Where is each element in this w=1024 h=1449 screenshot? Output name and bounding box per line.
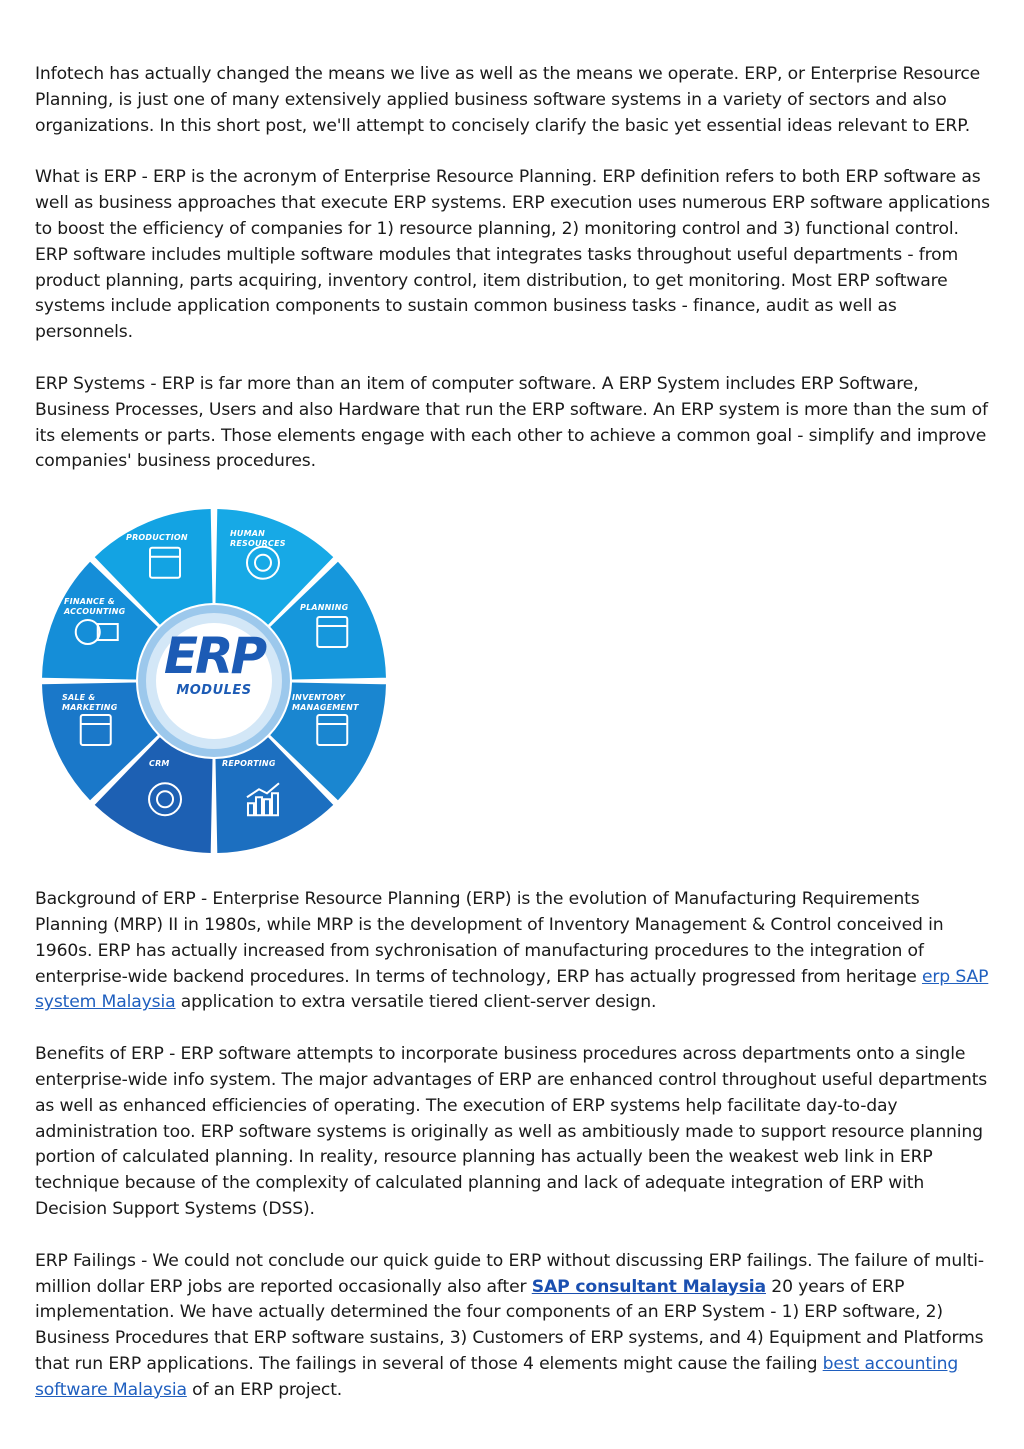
best-accounting-software-link[interactable]: best accounting software Malaysia xyxy=(35,1353,959,1400)
segment-label-crm: CRM xyxy=(149,759,170,769)
segment-label-finance-accounting: FINANCE & ACCOUNTING xyxy=(64,597,126,617)
failings-text-middle: 20 years of ERP implementation. We have actually determined the four components of an ERP System - 1) ERP software, 2) Business Procedures that ERP software sustains, 3) Customers of ERP systems, and 4) Equipment and Platforms that run ERP applications. The failings in several of those 4 elements might cause the failing xyxy=(35,1276,984,1374)
sap-consultant-link[interactable]: SAP consultant Malaysia xyxy=(531,1276,766,1297)
erp-systems-paragraph: ERP Systems - ERP is far more than an item of computer software. A ERP System includes ERP Software, Business Processes, Users and also Hardware that run the ERP software. An ERP system is more than the sum of its elements or parts. Those elements engage with each other to achieve a common goal - simplify and improve companies' business procedures. xyxy=(35,373,988,472)
article-body xyxy=(35,62,995,1404)
what-is-erp-paragraph: What is ERP - ERP is the acronym of Enterprise Resource Planning. ERP definition refers to both ERP software as well as business approaches that execute ERP systems. ERP execution uses numerous ERP software applications to boost the efficiency of companies for 1) resource planning, 2) monitoring control and 3) functional control. ERP software includes multiple software modules that integrates tasks throughout useful departments - from product planning, parts acquiring, inventory control, item distribution, to get monitoring. Most ERP software systems include application components to sustain common business tasks - finance, audit as well as personnels. xyxy=(35,167,990,343)
benefits-paragraph: Benefits of ERP - ERP software attempts to incorporate business procedures across departments onto a single enterprise-wide info system. The major advantages of ERP are enhanced control throughout useful departments as well as enhanced efficiencies of operating. The execution of ERP systems help facilitate day-to-day administration too. ERP software systems is originally as well as ambitiously made to support resource planning portion of calculated planning. In reality, resource planning has actually been the weakest web link in ERP technique because of the complexity of calculated planning and lack of adequate integration of ERP with Decision Support Systems (DSS). xyxy=(35,1044,988,1219)
failings-paragraph xyxy=(35,1249,995,1404)
failings-text-end: of an ERP project. xyxy=(186,1379,343,1400)
erp-sap-system-link[interactable]: erp SAP system Malaysia xyxy=(35,966,989,1013)
segment-label-reporting: REPORTING xyxy=(222,759,276,769)
background-paragraph xyxy=(35,887,995,1016)
failings-text: ERP Failings - We could not conclude our quick guide to ERP without discussing ERP failings. The failure of multi-million dollar ERP jobs are reported occasionally also after xyxy=(35,1250,984,1297)
segment-label-sale-marketing: SALE & MARKETING xyxy=(62,693,118,713)
segment-label-inventory-management: INVENTORY MANAGEMENT xyxy=(292,693,359,713)
background-text-end: application to extra versatile tiered client-server design. xyxy=(175,992,657,1013)
diagram-center-title: ERP xyxy=(163,627,265,686)
segment-label-planning: PLANNING xyxy=(300,603,349,613)
intro-paragraph: Infotech has actually changed the means we live as well as the means we operate. ERP, or Enterprise Resource Planning, is just one of many extensively applied business software systems in a variety of sectors and also organizations. In this short post, we'll attempt to concisely clarify the basic yet essential ideas relevant to ERP. xyxy=(35,64,981,136)
segment-label-human-resources: HUMAN RESOURCES xyxy=(230,529,286,549)
erp-modules-diagram xyxy=(34,501,394,861)
segment-label-production: PRODUCTION xyxy=(126,533,188,543)
diagram-center-subtitle: MODULES xyxy=(176,683,252,699)
background-text: Background of ERP - Enterprise Resource Planning (ERP) is the evolution of Manufacturing Requirements Planning (MRP) II in 1980s, while MRP is the development of Inventory Management & Control conceived in 1960s. ERP has actually increased from sychronisation of manufacturing procedures to the integration of enterprise-wide backend procedures. In terms of technology, ERP has actually progressed from heritage xyxy=(35,889,944,987)
